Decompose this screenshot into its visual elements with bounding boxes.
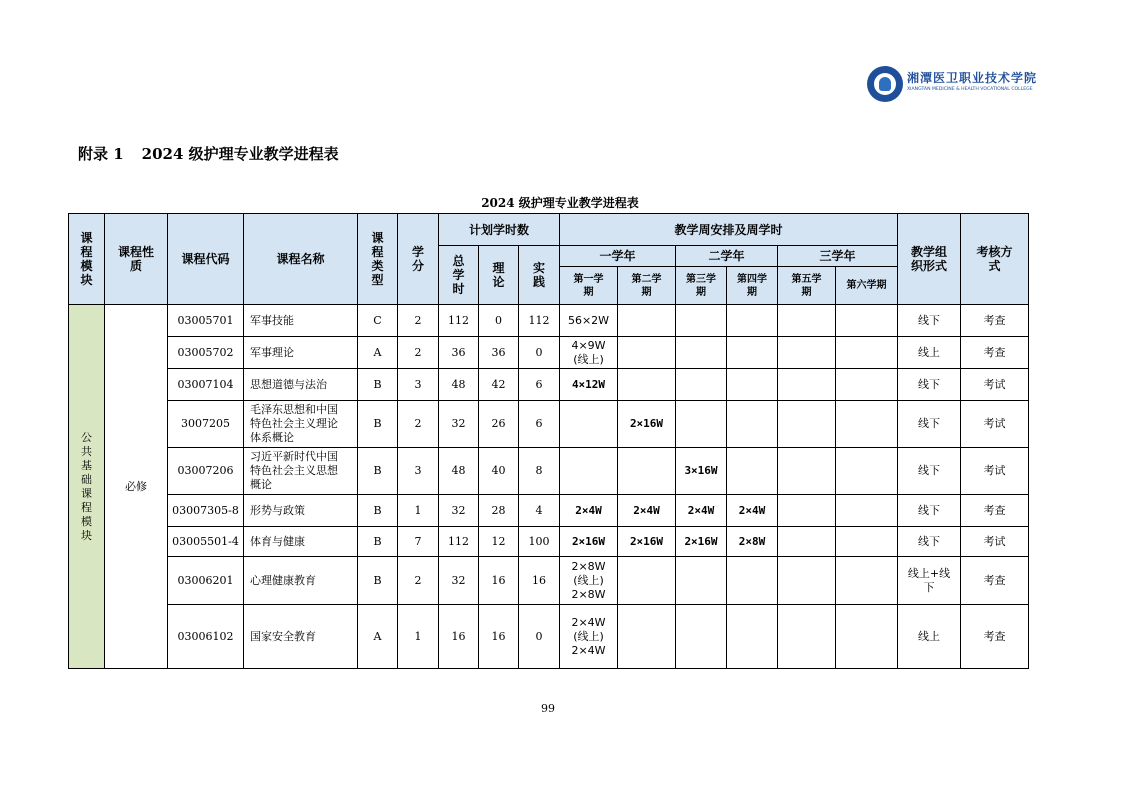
table-row xyxy=(69,557,1029,605)
course-credit: 1 xyxy=(398,495,439,527)
sem3-cell: 2×16W xyxy=(676,527,727,557)
total-hours: 16 xyxy=(439,605,479,669)
header-name: 课程名称 xyxy=(244,214,358,305)
total-hours: 32 xyxy=(439,557,479,605)
nature-cell: 必修 xyxy=(105,305,168,669)
org-cell: 线上 xyxy=(898,605,961,669)
practice-hours: 6 xyxy=(519,369,560,401)
org-cell: 线下 xyxy=(898,305,961,337)
course-credit: 2 xyxy=(398,305,439,337)
theory-hours: 12 xyxy=(479,527,519,557)
course-name: 军事理论 xyxy=(244,337,358,369)
course-code: 03005701 xyxy=(168,305,244,337)
practice-hours: 0 xyxy=(519,605,560,669)
sem6-cell xyxy=(836,495,898,527)
sem5-cell xyxy=(778,401,836,448)
course-type: C xyxy=(358,305,398,337)
course-code: 03005501-4 xyxy=(168,527,244,557)
sem6-cell xyxy=(836,527,898,557)
sem2-cell xyxy=(618,337,676,369)
org-cell: 线下 xyxy=(898,401,961,448)
header-credit: 学 分 xyxy=(398,214,439,305)
sem3-cell xyxy=(676,305,727,337)
assess-cell: 考查 xyxy=(961,337,1029,369)
sem6-cell xyxy=(836,337,898,369)
course-name: 心理健康教育 xyxy=(244,557,358,605)
sem5-cell xyxy=(778,495,836,527)
appendix-label: 附录 1 xyxy=(78,145,124,163)
course-credit: 2 xyxy=(398,401,439,448)
sem4-cell xyxy=(727,605,778,669)
practice-hours: 0 xyxy=(519,337,560,369)
sem3-cell xyxy=(676,369,727,401)
course-code: 03005702 xyxy=(168,337,244,369)
course-name: 毛泽东思想和中国 特色社会主义理论 体系概论 xyxy=(244,401,358,448)
sem1-cell: 4×9W (线上) xyxy=(560,337,618,369)
sem4-cell xyxy=(727,305,778,337)
course-type: B xyxy=(358,448,398,495)
practice-hours: 112 xyxy=(519,305,560,337)
theory-hours: 36 xyxy=(479,337,519,369)
header-schedule: 教学周安排及周学时 xyxy=(560,214,898,246)
org-cell: 线上 xyxy=(898,337,961,369)
course-credit: 7 xyxy=(398,527,439,557)
course-code: 03006102 xyxy=(168,605,244,669)
course-code: 3007205 xyxy=(168,401,244,448)
header-theory: 理 论 xyxy=(479,246,519,305)
sem2-cell xyxy=(618,605,676,669)
sem1-cell xyxy=(560,448,618,495)
theory-hours: 28 xyxy=(479,495,519,527)
header-nature: 课程性 质 xyxy=(105,214,168,305)
college-logo xyxy=(867,66,1038,104)
sem1-cell: 2×16W xyxy=(560,527,618,557)
header-org: 教学组 织形式 xyxy=(898,214,961,305)
teaching-schedule-table xyxy=(68,213,1029,669)
course-type: A xyxy=(358,605,398,669)
sem3-cell xyxy=(676,557,727,605)
theory-hours: 0 xyxy=(479,305,519,337)
header-plan-hours: 计划学时数 xyxy=(439,214,560,246)
theory-hours: 16 xyxy=(479,605,519,669)
course-code: 03006201 xyxy=(168,557,244,605)
header-year3: 三学年 xyxy=(778,246,898,267)
practice-hours: 8 xyxy=(519,448,560,495)
course-name: 国家安全教育 xyxy=(244,605,358,669)
sem1-cell: 2×4W (线上) 2×4W xyxy=(560,605,618,669)
total-hours: 36 xyxy=(439,337,479,369)
header-practice: 实 践 xyxy=(519,246,560,305)
sem2-cell: 2×16W xyxy=(618,527,676,557)
course-type: B xyxy=(358,495,398,527)
total-hours: 32 xyxy=(439,401,479,448)
assess-cell: 考试 xyxy=(961,369,1029,401)
org-cell: 线下 xyxy=(898,448,961,495)
sem5-cell xyxy=(778,448,836,495)
course-type: A xyxy=(358,337,398,369)
total-hours: 48 xyxy=(439,369,479,401)
header-sem6: 第六学期 xyxy=(836,267,898,305)
course-type: B xyxy=(358,527,398,557)
total-hours: 112 xyxy=(439,527,479,557)
sem3-cell xyxy=(676,401,727,448)
page-number: 99 xyxy=(541,702,555,715)
theory-hours: 42 xyxy=(479,369,519,401)
sem6-cell xyxy=(836,305,898,337)
sem1-cell xyxy=(560,401,618,448)
table-row xyxy=(69,401,1029,448)
header-sem3: 第三学 期 xyxy=(676,267,727,305)
sem4-cell: 2×8W xyxy=(727,527,778,557)
sem5-cell xyxy=(778,605,836,669)
course-name: 习近平新时代中国 特色社会主义思想 概论 xyxy=(244,448,358,495)
practice-hours: 16 xyxy=(519,557,560,605)
sem4-cell xyxy=(727,369,778,401)
sem6-cell xyxy=(836,557,898,605)
header-sem4: 第四学 期 xyxy=(727,267,778,305)
assess-cell: 考查 xyxy=(961,557,1029,605)
course-credit: 3 xyxy=(398,369,439,401)
sem6-cell xyxy=(836,369,898,401)
table-row xyxy=(69,495,1029,527)
course-type: B xyxy=(358,557,398,605)
course-credit: 3 xyxy=(398,448,439,495)
header-year2: 二学年 xyxy=(676,246,778,267)
org-cell: 线下 xyxy=(898,369,961,401)
sem5-cell xyxy=(778,527,836,557)
course-code: 03007206 xyxy=(168,448,244,495)
sem1-cell: 2×8W (线上) 2×8W xyxy=(560,557,618,605)
assess-cell: 考查 xyxy=(961,305,1029,337)
sem6-cell xyxy=(836,448,898,495)
sem4-cell xyxy=(727,337,778,369)
table-caption: 2024 级护理专业教学进程表 xyxy=(481,196,639,210)
sem5-cell xyxy=(778,305,836,337)
course-credit: 1 xyxy=(398,605,439,669)
sem1-cell: 4×12W xyxy=(560,369,618,401)
theory-hours: 40 xyxy=(479,448,519,495)
sem6-cell xyxy=(836,605,898,669)
course-name: 体育与健康 xyxy=(244,527,358,557)
assess-cell: 考查 xyxy=(961,495,1029,527)
appendix-heading xyxy=(78,143,339,164)
course-code: 03007104 xyxy=(168,369,244,401)
practice-hours: 4 xyxy=(519,495,560,527)
sem3-cell: 3×16W xyxy=(676,448,727,495)
appendix-title: 2024 级护理专业教学进程表 xyxy=(141,145,339,163)
sem2-cell: 2×4W xyxy=(618,495,676,527)
sem3-cell: 2×4W xyxy=(676,495,727,527)
table-row xyxy=(69,305,1029,337)
course-name: 思想道德与法治 xyxy=(244,369,358,401)
sem2-cell xyxy=(618,557,676,605)
sem3-cell xyxy=(676,605,727,669)
header-sem5: 第五学 期 xyxy=(778,267,836,305)
course-code: 03007305-8 xyxy=(168,495,244,527)
total-hours: 112 xyxy=(439,305,479,337)
course-name: 形势与政策 xyxy=(244,495,358,527)
sem2-cell: 2×16W xyxy=(618,401,676,448)
sem2-cell xyxy=(618,448,676,495)
sem4-cell xyxy=(727,401,778,448)
table-row xyxy=(69,605,1029,669)
table-row xyxy=(69,337,1029,369)
sem1-cell: 56×2W xyxy=(560,305,618,337)
header-code: 课程代码 xyxy=(168,214,244,305)
course-type: B xyxy=(358,369,398,401)
org-cell: 线上+线 下 xyxy=(898,557,961,605)
table-row xyxy=(69,527,1029,557)
header-total-hours: 总 学 时 xyxy=(439,246,479,305)
header-module: 课 程 模 块 xyxy=(69,214,105,305)
college-emblem-icon xyxy=(867,66,903,102)
header-year1: 一学年 xyxy=(560,246,676,267)
course-credit: 2 xyxy=(398,337,439,369)
sem5-cell xyxy=(778,369,836,401)
sem4-cell xyxy=(727,448,778,495)
sem2-cell xyxy=(618,369,676,401)
assess-cell: 考试 xyxy=(961,527,1029,557)
org-cell: 线下 xyxy=(898,527,961,557)
logo-english-name: XIANGTAN MEDICINE & HEALTH VOCATIONAL COLLEGE xyxy=(907,87,1033,92)
sem5-cell xyxy=(778,337,836,369)
logo-chinese-name: 湘潭医卫职业技术学院 xyxy=(907,71,1038,85)
table-row xyxy=(69,369,1029,401)
assess-cell: 考试 xyxy=(961,448,1029,495)
theory-hours: 26 xyxy=(479,401,519,448)
sem6-cell xyxy=(836,401,898,448)
sem2-cell xyxy=(618,305,676,337)
practice-hours: 6 xyxy=(519,401,560,448)
total-hours: 32 xyxy=(439,495,479,527)
course-type: B xyxy=(358,401,398,448)
header-assess: 考核方 式 xyxy=(961,214,1029,305)
header-type: 课 程 类 型 xyxy=(358,214,398,305)
module-cell: 公 共 基 础 课 程 模 块 xyxy=(69,305,105,669)
assess-cell: 考查 xyxy=(961,605,1029,669)
total-hours: 48 xyxy=(439,448,479,495)
course-name: 军事技能 xyxy=(244,305,358,337)
table-row xyxy=(69,448,1029,495)
course-credit: 2 xyxy=(398,557,439,605)
sem4-cell xyxy=(727,557,778,605)
sem1-cell: 2×4W xyxy=(560,495,618,527)
sem5-cell xyxy=(778,557,836,605)
sem3-cell xyxy=(676,337,727,369)
header-sem1: 第一学 期 xyxy=(560,267,618,305)
theory-hours: 16 xyxy=(479,557,519,605)
sem4-cell: 2×4W xyxy=(727,495,778,527)
practice-hours: 100 xyxy=(519,527,560,557)
header-sem2: 第二学 期 xyxy=(618,267,676,305)
assess-cell: 考试 xyxy=(961,401,1029,448)
org-cell: 线下 xyxy=(898,495,961,527)
